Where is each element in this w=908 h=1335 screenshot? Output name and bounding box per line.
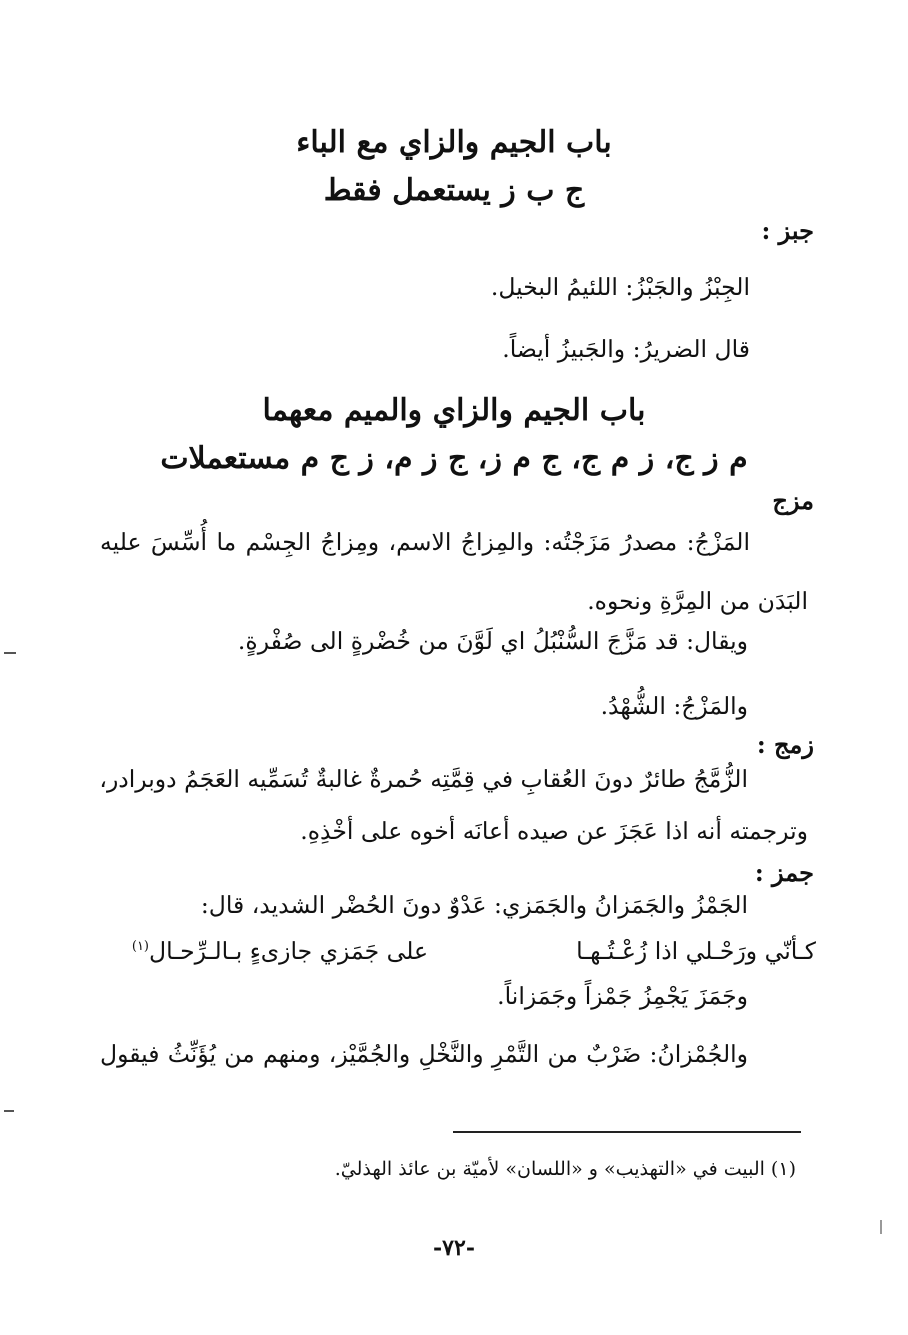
scan-margin-mark — [4, 1110, 14, 1112]
root-heading-jmz: جمز : — [754, 858, 814, 887]
entry-jmz-line-1: الجَمْزُ والجَمَزانُ والجَمَزي: عَدْوٌ دونَ الحُضْر الشديد، قال: — [200, 891, 748, 919]
chapter-heading-jbz: باب الجيم والزاي مع الباء — [296, 125, 612, 160]
chapter-subheading-jzm: م ز ج، ز م ج، ج م ز، ج ز م، ز ج م مستعملات — [160, 441, 748, 476]
verse-second-hemistich-text: على جَمَزي جازىءٍ بـالـرِّحـال — [149, 937, 428, 965]
entry-jmz-line-3: وجَمَزَ يَجْمِزُ جَمْزاً وجَمَزاناً. — [497, 982, 748, 1010]
entry-jbz-line-1: الجِبْزُ والجَبْزُ: اللئيمُ البخيل. — [490, 273, 750, 301]
root-heading-jbz: جبز : — [761, 216, 814, 245]
page-number: -٧٢- — [433, 1235, 475, 1261]
entry-zmj-line-1: الزُّمَّجُ طائرٌ دونَ العُقابِ في قِمَّتِه حُمرةٌ غالبةٌ تُسَمِّيه العَجَمُ دوبرادر، — [99, 765, 748, 793]
scan-margin-mark — [880, 1220, 882, 1234]
root-heading-zmj: زمج : — [756, 730, 814, 759]
entry-mzj-line-1: المَزْجُ: مصدرُ مَزَجْتُه: والمِزاجُ الاسم، ومِزاجُ الجِسْم ما أُسِّسَ عليه — [100, 528, 750, 556]
verse-second-hemistich — [132, 937, 428, 965]
verse-first-hemistich: كـأنّي ورَحْـلي اذا زُعْـتُـهـا — [576, 937, 816, 965]
footnote-ref-marker: (١) — [131, 939, 149, 955]
footnote-divider — [453, 1131, 801, 1133]
chapter-heading-jzm: باب الجيم والزاي والميم معهما — [262, 393, 646, 428]
entry-jmz-line-4: والجُمْزانُ: ضَرْبٌ من التَّمْرِ والنَّخْلِ والجُمَّيْز، ومنهم من يُؤَنِّثُ فيقول — [100, 1040, 748, 1068]
entry-jbz-line-2: قال الضريرُ: والجَبيزُ أيضاً. — [502, 335, 750, 363]
scan-margin-mark — [4, 652, 16, 654]
root-heading-mzj: مزج — [772, 486, 814, 515]
entry-mzj-line-3: ويقال: قد مَزَّجَ السُّنْبُلُ اي لَوَّنَ من خُضْرةٍ الى صُفْرةٍ. — [237, 627, 748, 655]
entry-zmj-line-2: وترجمته أنه اذا عَجَزَ عن صيده أعانَه أخوه على أخْذِهِ. — [300, 817, 808, 845]
chapter-subheading-jbz: ج ب ز يستعمل فقط — [323, 173, 585, 208]
footnote-text: (١) البيت في «التهذيب» و «اللسان» لأميّة بن عائذ الهذليّ. — [334, 1158, 796, 1180]
entry-mzj-line-2: البَدَن من المِرَّةِ ونحوه. — [587, 587, 808, 615]
entry-mzj-line-4: والمَزْجُ: الشُّهْدُ. — [600, 692, 748, 720]
